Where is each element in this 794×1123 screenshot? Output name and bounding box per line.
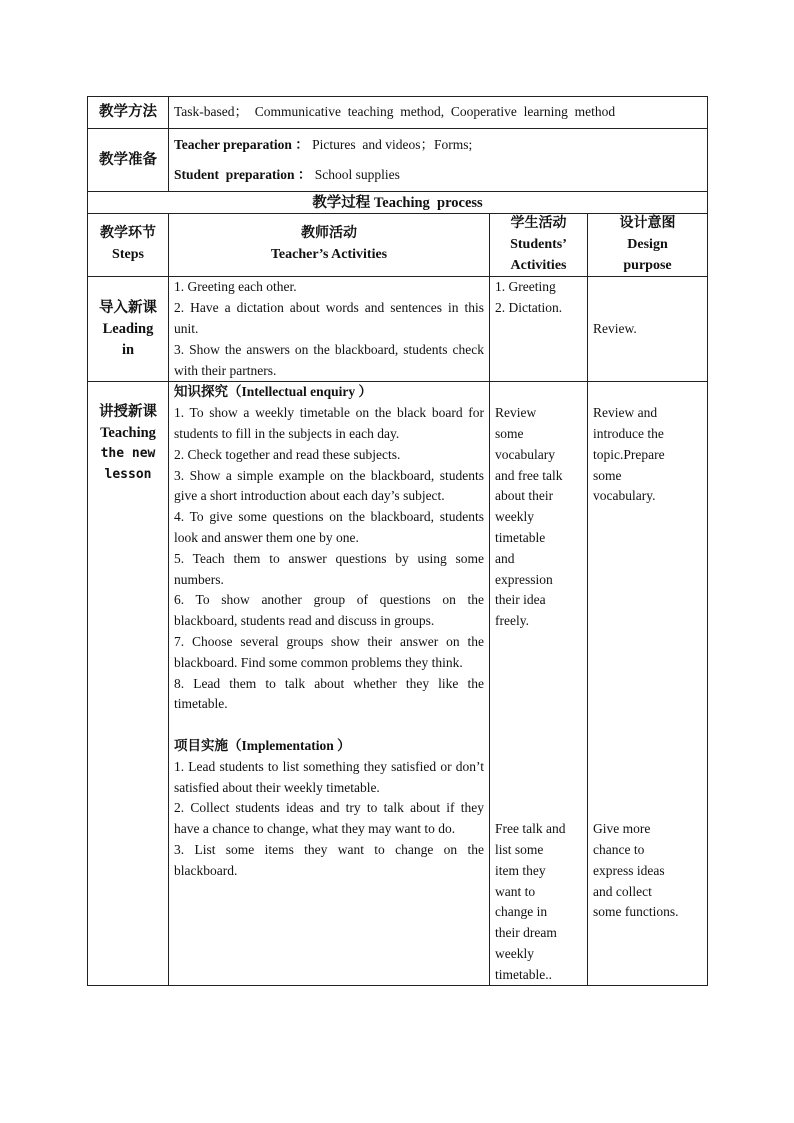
leading-teacher-item: 3. Show the answers on the blackboard, students check with their partners. [174, 341, 484, 378]
spacer [495, 798, 582, 819]
header-student-cn: 学生活动 [510, 216, 567, 231]
teacher-preparation-label: Teacher preparation ： [174, 137, 309, 152]
spacer [495, 694, 582, 715]
spacer [593, 715, 702, 736]
header-design-cn: 设计意图 [619, 216, 676, 231]
leading-student [490, 277, 588, 382]
header-design-en1: Design [627, 236, 668, 252]
student-enquiry-line: timetable [495, 529, 546, 545]
header-steps-en: Steps [112, 247, 144, 263]
enquiry-item: 7. Choose several groups show their answer on the blackboard. Find some common problems they think. [174, 633, 484, 670]
design-enquiry-line: introduce the [593, 425, 664, 441]
spacer [593, 653, 702, 674]
design-enquiry-line: vocabulary. [593, 488, 656, 504]
student-enquiry-line: vocabulary [495, 446, 555, 462]
header-design [588, 214, 708, 277]
spacer [495, 736, 582, 757]
enquiry-item: 6. To show another group of questions on the blackboard, students read and discuss in groups. [174, 592, 484, 629]
student-impl-line: weekly [495, 945, 534, 961]
design-enquiry-line: some [593, 467, 622, 483]
student-enquiry-line: their idea [495, 592, 546, 608]
spacer [593, 632, 702, 653]
leading-teacher-item: 2. Have a dictation about words and sentences in this unit. [174, 300, 484, 336]
header-student-en1: Students’ [510, 236, 567, 252]
header-teacher [169, 214, 490, 277]
enquiry-item: 8. Lead them to talk about whether they like the timetable. [174, 675, 484, 712]
student-enquiry-line: freely. [495, 613, 529, 629]
spacer [593, 798, 702, 819]
leading-row [88, 277, 708, 382]
spacer [495, 674, 582, 695]
spacer [593, 549, 702, 570]
design-impl-line: some functions. [593, 904, 679, 920]
teaching-teacher [169, 382, 490, 986]
spacer [593, 757, 702, 778]
spacer [495, 757, 582, 778]
leading-teacher [169, 277, 490, 382]
design-impl-line: chance to [593, 841, 645, 857]
header-teacher-cn: 教师活动 [301, 226, 357, 242]
teaching-step [88, 382, 169, 986]
spacer [593, 694, 702, 715]
student-enquiry-line: Review [495, 405, 537, 421]
preparation-label: 教学准备 [88, 129, 169, 192]
enquiry-item: 3. Show a simple example on the blackboard, students give a short introduction about each day’s subject. [174, 467, 484, 504]
design-impl-line: Give more [593, 821, 651, 837]
student-preparation-label: Student preparation ： [174, 167, 312, 182]
teaching-step-en1: Teaching [100, 425, 156, 442]
spacer [495, 715, 582, 736]
leading-teacher-item: 1. Greeting each other. [174, 279, 297, 295]
impl-item: 3. List some items they want to change on the blackboard. [174, 841, 484, 878]
spacer [593, 778, 702, 799]
teacher-preparation-value: Pictures and videos；Forms; [308, 137, 473, 152]
leading-step-cn: 导入新课 [99, 300, 157, 317]
student-impl-line: Free talk and [495, 821, 566, 837]
student-enquiry-line: about their [495, 488, 554, 504]
design-impl-line: express ideas [593, 862, 665, 878]
process-title-row [88, 192, 708, 214]
design-impl-line: and collect [593, 883, 652, 899]
spacer [593, 590, 702, 611]
student-impl-line: their dream [495, 925, 557, 941]
leading-student-item: 1. Greeting [495, 279, 556, 295]
process-title: 教学过程 Teaching process [88, 192, 708, 214]
header-design-en2: purpose [623, 257, 672, 273]
preparation-cell [169, 129, 708, 192]
enquiry-item: 2. Check together and read these subjects. [174, 446, 401, 462]
leading-student-item: 2. Dictation. [495, 300, 563, 316]
spacer [593, 570, 702, 591]
spacer [593, 674, 702, 695]
student-enquiry-line: and [495, 550, 515, 566]
header-row [88, 214, 708, 277]
student-enquiry-line: expression [495, 571, 553, 587]
spacer [593, 507, 702, 528]
student-preparation-value: School supplies [311, 167, 400, 182]
spacer [495, 653, 582, 674]
impl-item: 2. Collect students ideas and try to talk about if they have a chance to change, what they may want to do. [174, 800, 484, 837]
leading-step-en2: in [121, 341, 135, 358]
teaching-row [88, 382, 708, 986]
design-enquiry-line: topic.Prepare [593, 446, 665, 462]
teaching-student [490, 382, 588, 986]
design-enquiry-line: Review and [593, 405, 658, 421]
teacher-preparation [174, 130, 702, 160]
teaching-design [588, 382, 708, 986]
header-teacher-en: Teacher’s Activities [270, 247, 388, 263]
method-label: 教学方法 [88, 97, 169, 129]
leading-step-en1: Leading [102, 320, 154, 337]
impl-title: 项目实施（Implementation ） [174, 737, 351, 753]
spacer [593, 528, 702, 549]
method-value: Task-based； Communicative teaching method, Cooperative learning method [169, 97, 708, 129]
header-steps [88, 214, 169, 277]
preparation-row [88, 129, 708, 192]
header-steps-cn: 教学环节 [100, 226, 156, 242]
teaching-step-en2: the new [100, 445, 156, 461]
enquiry-title: 知识探究（Intellectual enquiry ） [174, 384, 372, 400]
student-impl-line: item they [495, 862, 546, 878]
lesson-plan-table [87, 96, 708, 986]
impl-item: 1. Lead students to list something they satisfied or don’t satisfied about their weekly timetable. [174, 758, 484, 795]
enquiry-item: 1. To show a weekly timetable on the black board for students to fill in the subjects in each day. [174, 405, 484, 441]
spacer [495, 778, 582, 799]
leading-step [88, 277, 169, 382]
student-enquiry-line: some [495, 425, 524, 441]
method-row [88, 97, 708, 129]
spacer [593, 736, 702, 757]
teaching-step-en3: lesson [104, 466, 152, 482]
student-preparation [174, 160, 702, 190]
student-impl-line: list some [495, 841, 544, 857]
header-student-en2: Activities [510, 257, 567, 273]
enquiry-item: 5. Teach them to answer questions by using some numbers. [174, 550, 484, 587]
header-student [490, 214, 588, 277]
student-enquiry-line: and free talk [495, 467, 563, 483]
section-spacer [174, 715, 484, 736]
teaching-step-cn: 讲授新课 [99, 404, 157, 421]
student-enquiry-line: weekly [495, 509, 534, 525]
spacer [593, 611, 702, 632]
student-impl-line: want to [495, 883, 536, 899]
student-impl-line: timetable.. [495, 966, 552, 982]
enquiry-item: 4. To give some questions on the blackboard, students look and answer them one by one. [174, 509, 484, 545]
student-impl-line: change in [495, 904, 548, 920]
leading-design: Review. [588, 277, 708, 382]
spacer [495, 632, 582, 653]
